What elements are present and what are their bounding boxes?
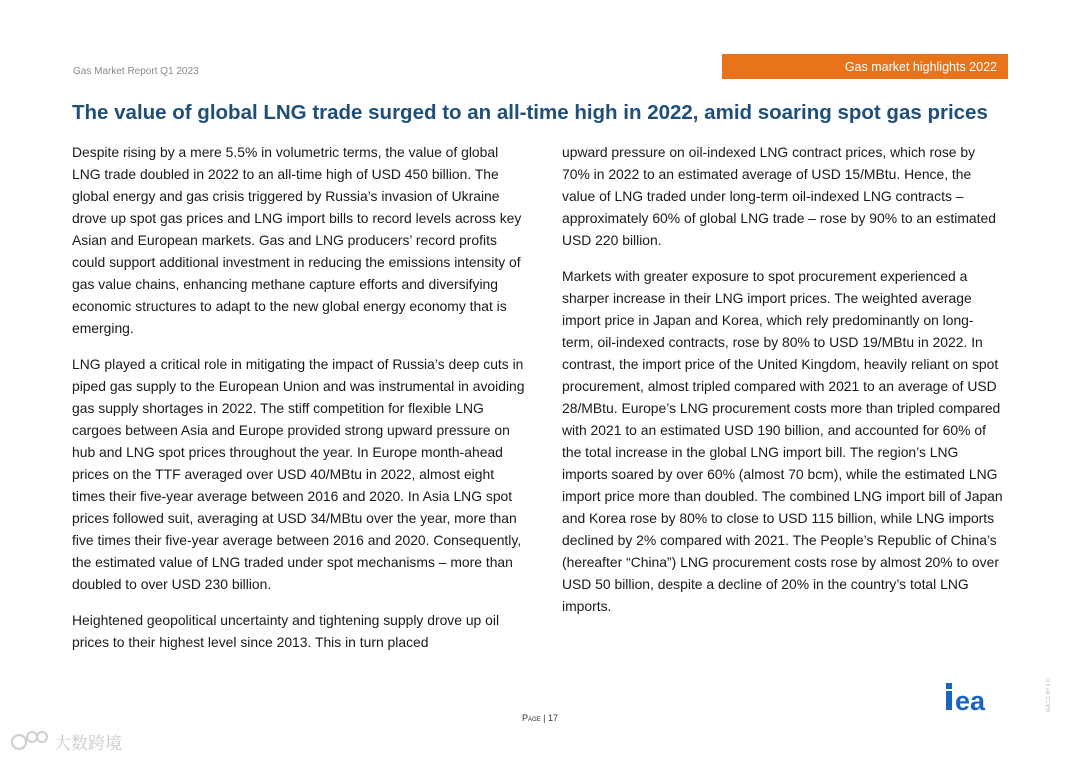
copyright-notice: IEA CC BY 4.0 <box>1046 679 1052 712</box>
page-number <box>0 713 1080 723</box>
page-label: Page <box>521 713 541 723</box>
page-number-value: 17 <box>548 713 559 723</box>
watermark <box>10 728 122 754</box>
paragraph: upward pressure on oil-indexed LNG contract prices, which rose by 70% in 2022 to an estimated average of USD 15/MBtu. Hence, the value of LNG traded under long-term oil-indexed LNG contracts – approximately 60% of global LNG trade – rose by 90% to an estimated USD 220 billion. <box>562 144 996 248</box>
section-tag <box>722 54 1008 79</box>
watermark-logo-icon <box>10 728 50 754</box>
watermark-text: 大数跨境 <box>54 733 122 753</box>
paragraph: Heightened geopolitical uncertainty and tightening supply drove up oil prices to their highest level since 2013. This in turn placed <box>72 612 500 650</box>
report-label: Gas Market Report Q1 2023 <box>73 66 199 77</box>
paragraph: Despite rising by a mere 5.5% in volumetric terms, the value of global LNG trade doubled in 2022 to an all-time high of USD 450 billion. The global energy and gas crisis triggered by Russia’s invasion of Ukraine drove up spot gas prices and LNG import bills to record levels across key Asian and European markets. Gas and LNG producers’ record profits could support additional investment in reducing the emissions intensity of gas value chains, enhancing methane capture efforts and diversifying economic structures to adapt to the new global energy economy that is emerging. <box>72 144 522 336</box>
iea-logo <box>944 682 1008 717</box>
paragraph: Markets with greater exposure to spot procurement experienced a sharper increase in their LNG import prices. The weighted average import price in Japan and Korea, which rely predominantly on long-term, oil-indexed contracts, rose by 80% to USD 19/MBtu in 2022. In contrast, the import price of the United Kingdom, heavily reliant on spot procurement, almost tripled compared with 2021 to an average of USD 28/MBtu. Europe’s LNG procurement costs more than tripled compared with 2021 to an estimated USD 190 billion, and accounted for 60% of the total increase in the global LNG import bill. The region’s LNG imports soared by over 60% (almost 70 bcm), while the estimated LNG import price more than doubled. The combined LNG import bill of Japan and Korea rose by 80% to close to USD 115 billion, while LNG imports declined by 2% compared with 2021. The People’s Republic of China’s (hereafter “China”) LNG procurement costs rose by almost 20% to over USD 50 billion, despite a decline of 20% in the country’s total LNG imports. <box>562 268 1003 614</box>
right-column <box>562 141 1004 631</box>
page-separator: | <box>543 713 549 723</box>
page-title: The value of global LNG trade surged to an all-time high in 2022, amid soaring spot gas prices <box>72 101 988 124</box>
left-column <box>72 141 527 667</box>
paragraph: LNG played a critical role in mitigating the impact of Russia’s deep cuts in piped gas supply to the European Union and was instrumental in avoiding gas supply shortages in 2022. The stiff competition for flexible LNG cargoes between Asia and Europe provided strong upward pressure on hub and LNG spot prices throughout the year. In Europe month-ahead prices on the TTF averaged over USD 40/MBtu in 2022, almost eight times their five-year average between 2016 and 2020. In Asia LNG spot prices followed suit, averaging at USD 34/MBtu over the year, more than five times their five-year average between 2016 and 2020. Consequently, the estimated value of LNG traded under spot mechanisms – more than doubled to over USD 230 billion. <box>72 356 525 592</box>
svg-text:ea: ea <box>955 686 986 712</box>
section-tag-label: Gas market highlights 2022 <box>844 59 997 74</box>
iea-logo-mark <box>944 682 1008 712</box>
